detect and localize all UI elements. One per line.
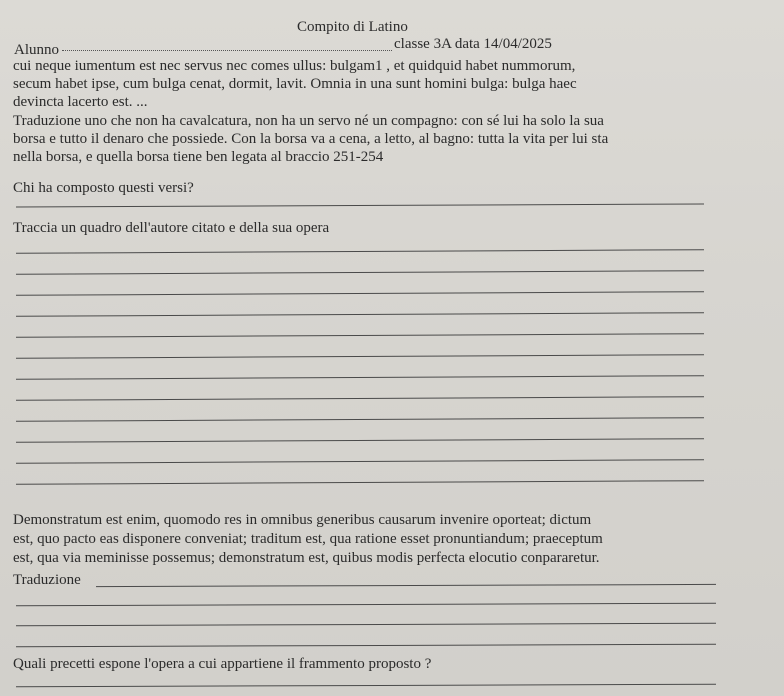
answer-line[interactable] [96, 584, 716, 587]
answer-line[interactable] [16, 459, 704, 464]
student-name-field[interactable] [62, 50, 392, 51]
answer-line[interactable] [16, 270, 704, 275]
answer-line[interactable] [16, 438, 704, 443]
translation-line-1: Traduzione uno che non ha cavalcatura, non ha un servo né un compagno: con sé lui ha solo la sua [13, 113, 604, 129]
answer-line[interactable] [16, 480, 704, 485]
answer-line[interactable] [16, 203, 704, 207]
latin-passage-line-2: secum habet ipse, cum bulga cenat, dormit, lavit. Omnia in una sunt homini bulga: bulga haec [13, 76, 577, 92]
question-3: Quali precetti espone l'opera a cui appartiene il frammento proposto ? [13, 656, 432, 672]
answer-line[interactable] [16, 623, 716, 626]
answer-line[interactable] [16, 417, 704, 422]
answer-line[interactable] [16, 375, 704, 380]
answer-line[interactable] [16, 396, 704, 401]
answer-line[interactable] [16, 354, 704, 359]
latin-passage-2-line-3: est, qua via meminisse possemus; demonstratum est, quibus modis perfecta elocutio conpararetur. [13, 550, 600, 566]
answer-line[interactable] [16, 291, 704, 296]
student-name-label: Alunno [14, 42, 59, 58]
translation-line-2: borsa e tutto il denaro che possiede. Con la borsa va a cena, a letto, al bagno: tutta la vita per lui sta [13, 131, 609, 147]
translation-2-label: Traduzione [13, 572, 81, 588]
question-1: Chi ha composto questi versi? [13, 180, 194, 196]
latin-passage-2-line-1: Demonstratum est enim, quomodo res in omnibus generibus causarum invenire oporteat; dictum [13, 512, 592, 528]
answer-line[interactable] [16, 684, 716, 687]
class-date-label: classe 3A data 14/04/2025 [394, 36, 552, 52]
worksheet-title: Compito di Latino [297, 19, 408, 35]
answer-line[interactable] [16, 603, 716, 606]
latin-passage-2-line-2: est, quo pacto eas disponere conveniat; traditum est, qua ratione esset pronuntiandum; praeceptum [13, 531, 603, 547]
question-2: Traccia un quadro dell'autore citato e della sua opera [13, 220, 330, 236]
answer-line[interactable] [16, 644, 716, 647]
translation-line-3: nella borsa, e quella borsa tiene ben legata al braccio 251-254 [13, 149, 384, 165]
latin-passage-line-1: cui neque iumentum est nec servus nec comes ullus: bulgam1 , et quidquid habet nummorum, [13, 58, 576, 74]
answer-line[interactable] [16, 249, 704, 254]
latin-passage-line-3: devincta lacerto est. ... [13, 94, 148, 110]
answer-line[interactable] [16, 333, 704, 338]
answer-line[interactable] [16, 312, 704, 317]
